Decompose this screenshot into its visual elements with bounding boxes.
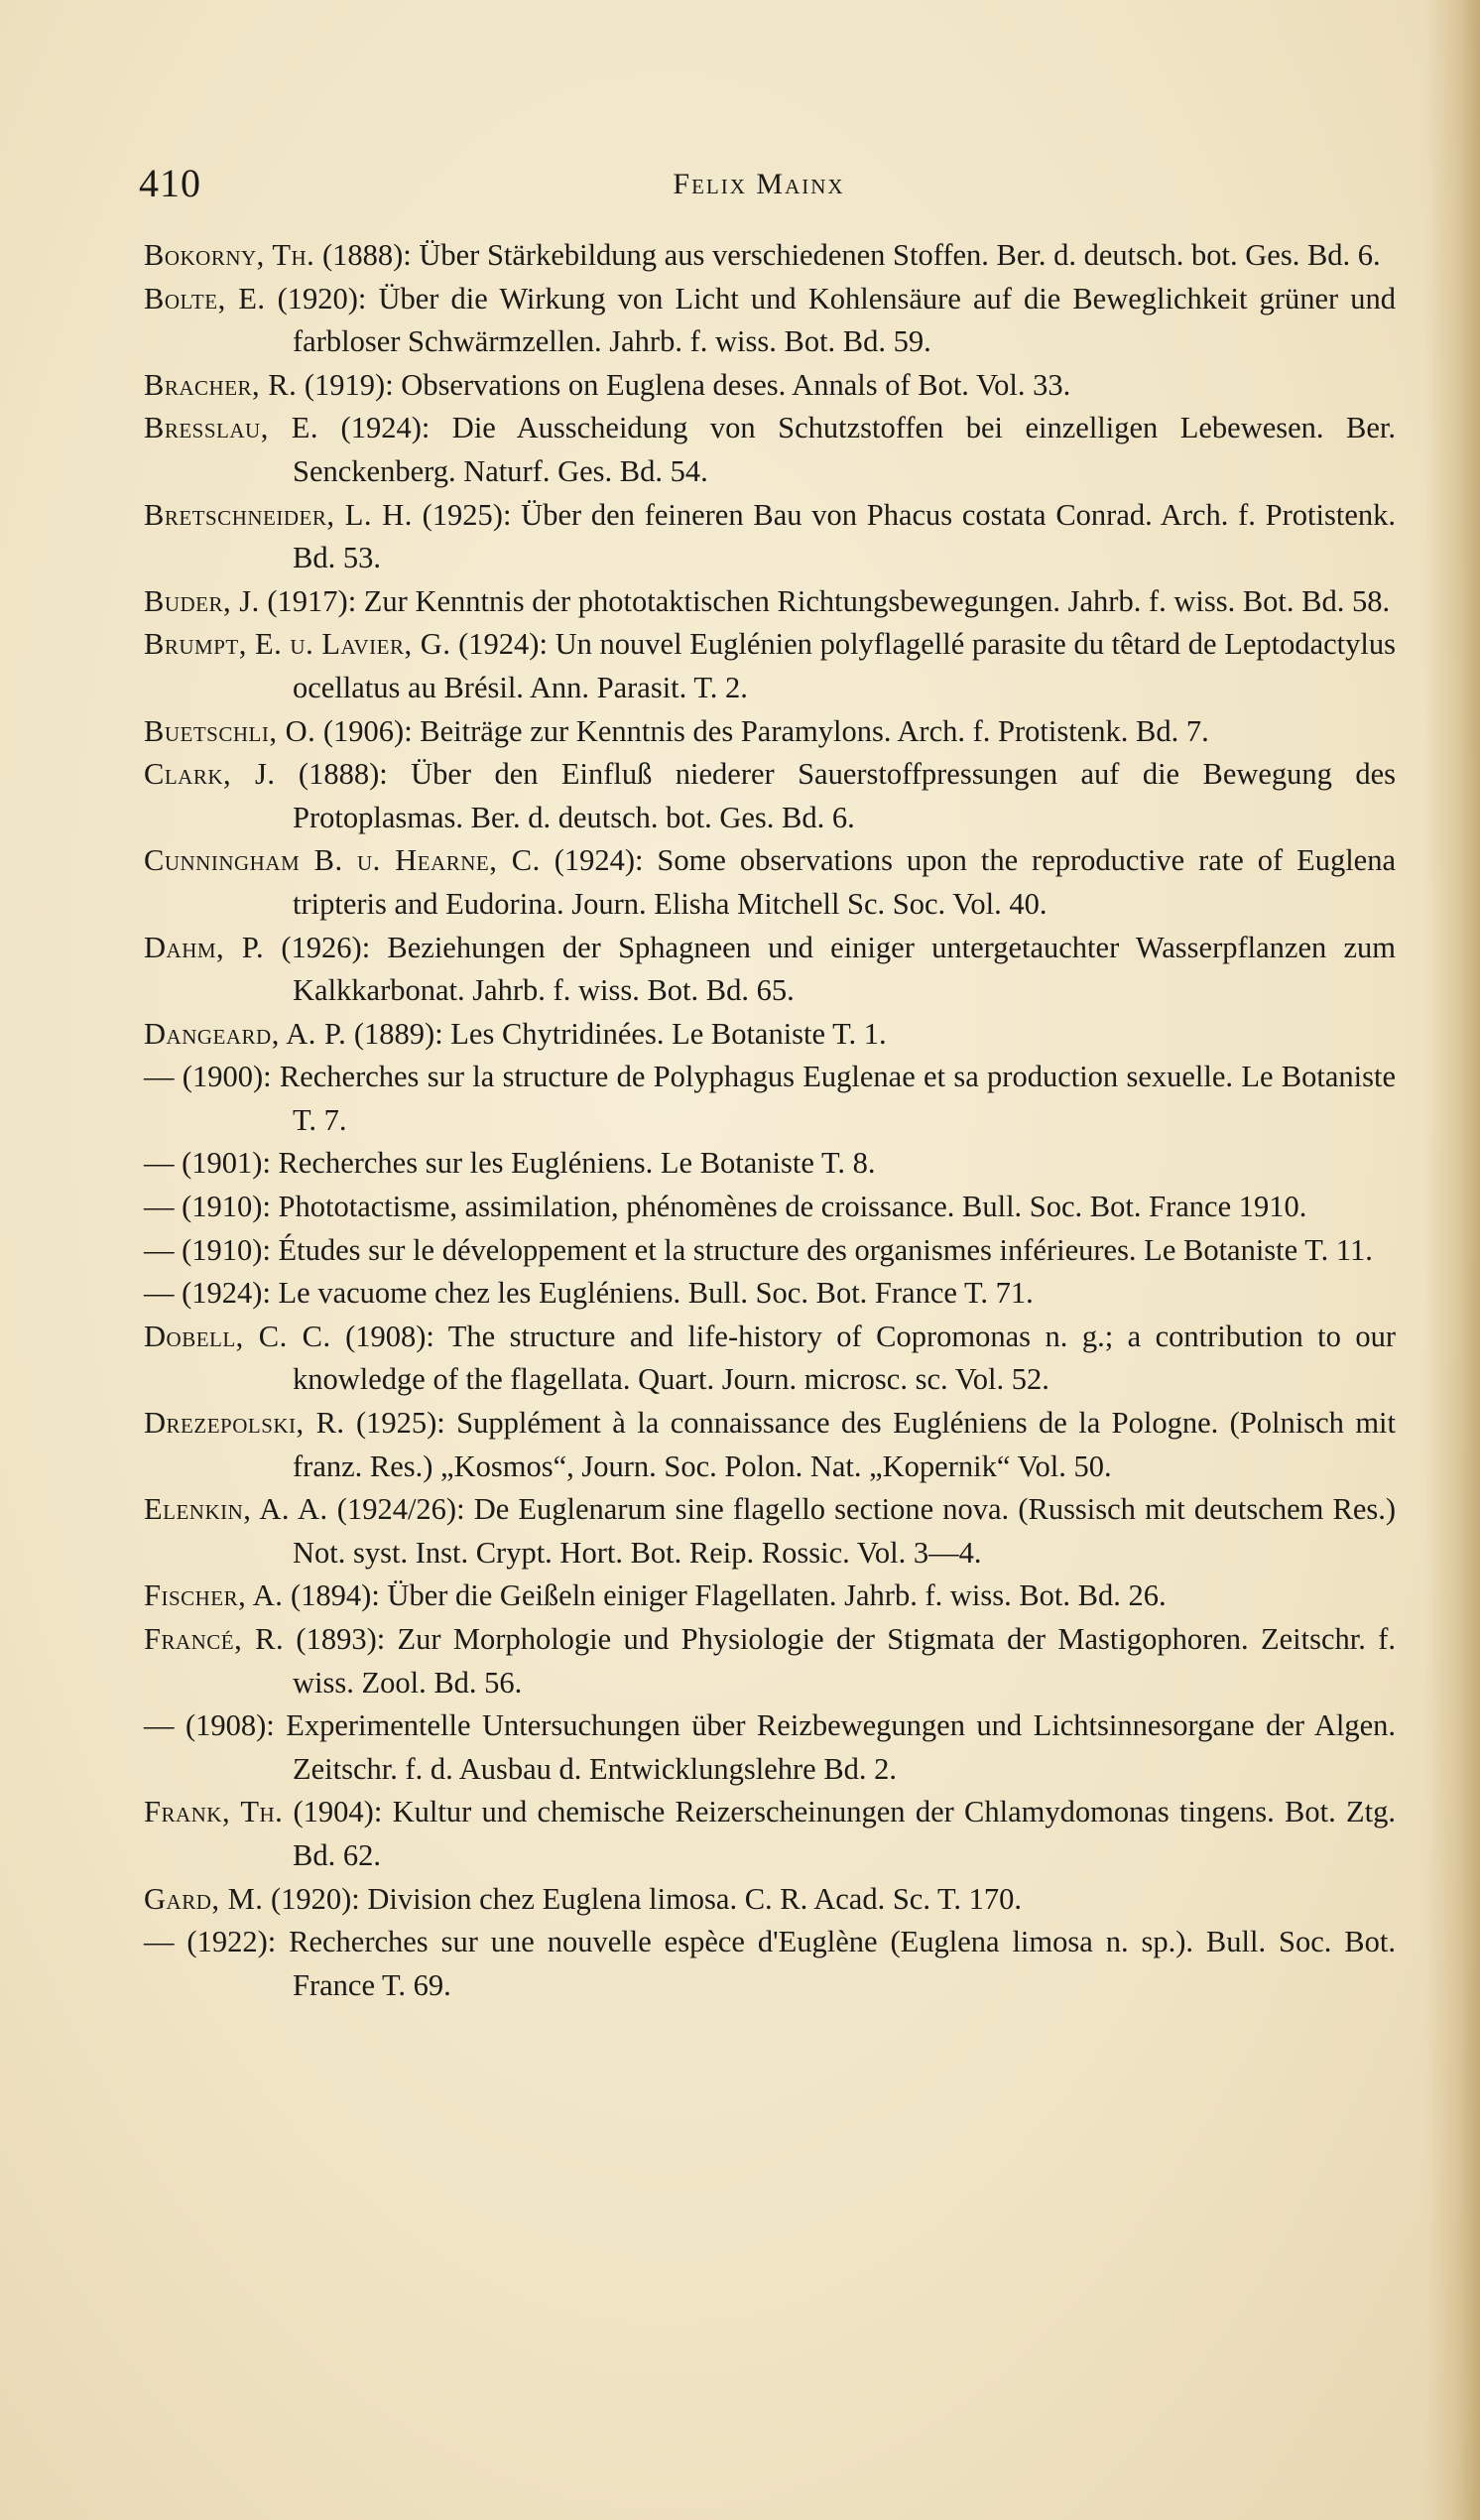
- reference-entry: [144, 753, 1396, 839]
- reference-entry: [144, 710, 1396, 754]
- reference-entry: [144, 1013, 1396, 1057]
- reference-author: Cunningham B. u. Hearne, C.: [144, 843, 541, 878]
- reference-text: (1906): Beiträge zur Kenntnis des Paramylons. Arch. f. Protistenk. Bd. 7.: [315, 713, 1209, 748]
- page-number: 410: [139, 161, 201, 205]
- reference-text: — (1908): Experimentelle Untersuchungen über Reizbewegungen und Lichtsinnesorgane der Algen. Zeitschr. f. d. Ausbau d. Entwicklungslehre Bd. 2.: [144, 1708, 1396, 1786]
- reference-author: Bracher, R.: [144, 367, 298, 402]
- reference-author: Buetschli, O.: [144, 713, 316, 748]
- reference-author: Bokorny, Th.: [144, 238, 315, 272]
- reference-author: Elenkin, A. A.: [144, 1492, 328, 1527]
- reference-entry: [144, 234, 1396, 278]
- reference-text: (1925): Supplément à la connaissance des Eugléniens de la Pologne. (Polnisch mit franz. Res.) „Kosmos“, Journ. Soc. Polon. Nat. „Kopernik“ Vol. 50.: [293, 1406, 1396, 1483]
- reference-text: — (1910): Études sur le développement et la structure des organismes inférieures. Le Botaniste T. 11.: [144, 1232, 1373, 1267]
- reference-text: (1920): Division chez Euglena limosa. C. R. Acad. Sc. T. 170.: [263, 1881, 1023, 1916]
- reference-author: Bretschneider, L. H.: [144, 497, 413, 532]
- reference-author: Dangeard, A. P.: [144, 1016, 347, 1051]
- reference-author: Drezepolski, R.: [144, 1406, 345, 1441]
- reference-entry: [144, 1056, 1396, 1142]
- reference-text: (1888): Über den Einfluß niederer Sauerstoffpressungen auf die Bewegung des Protoplasmas. Ber. d. deutsch. bot. Ges. Bd. 6.: [275, 757, 1396, 834]
- reference-text: (1919): Observations on Euglena deses. Annals of Bot. Vol. 33.: [297, 367, 1071, 402]
- reference-author: Gard, M.: [144, 1881, 264, 1916]
- reference-entry: [144, 1316, 1396, 1402]
- reference-author: Dahm, P.: [144, 930, 265, 964]
- reference-entry: [144, 407, 1396, 493]
- reference-entry: [144, 1575, 1396, 1618]
- reference-text: (1894): Über die Geißeln einiger Flagellaten. Jahrb. f. wiss. Bot. Bd. 26.: [283, 1578, 1167, 1613]
- reference-entry: [144, 494, 1396, 580]
- reference-text: — (1922): Recherches sur une nouvelle espèce d'Euglène (Euglena limosa n. sp.). Bull. Soc. Bot. France T. 69.: [144, 1925, 1396, 2002]
- reference-entry: [144, 1618, 1396, 1704]
- reference-entry: [144, 580, 1396, 624]
- reference-entry: [144, 1272, 1396, 1316]
- spine-shadow: [1425, 0, 1480, 2520]
- reference-text: (1926): Beziehungen der Sphagneen und einiger untergetauchter Wasserpflanzen zum Kalkkarbonat. Jahrb. f. wiss. Bot. Bd. 65.: [264, 930, 1396, 1008]
- reference-author: Francé, R.: [144, 1622, 285, 1656]
- reference-text: (1924): Un nouvel Euglénien polyflagellé parasite du têtard de Leptodactylus ocellatus au Brésil. Ann. Parasit. T. 2.: [293, 627, 1396, 704]
- reference-text: (1924/26): De Euglenarum sine flagello sectione nova. (Russisch mit deutschem Res.) Not. syst. Inst. Crypt. Hort. Bot. Reip. Rossic. Vol. 3—4.: [293, 1492, 1397, 1570]
- reference-text: (1924): Die Ausscheidung von Schutzstoffen bei einzelligen Lebewesen. Ber. Senckenberg. Naturf. Ges. Bd. 54.: [293, 411, 1397, 488]
- reference-entry: [144, 1229, 1396, 1273]
- reference-entry: [144, 1704, 1396, 1791]
- reference-entry: [144, 1142, 1396, 1186]
- reference-text: — (1900): Recherches sur la structure de Polyphagus Euglenae et sa production sexuelle. Le Botaniste T. 7.: [144, 1060, 1396, 1137]
- reference-author: Clark, J.: [144, 757, 276, 792]
- reference-entry: [144, 1488, 1396, 1575]
- reference-list: [144, 234, 1396, 2007]
- reference-author: Dobell, C. C.: [144, 1319, 331, 1353]
- reference-entry: [144, 364, 1396, 408]
- reference-text: (1924): Some observations upon the reproductive rate of Euglena tripteris and Eudorina. Journ. Elisha Mitchell Sc. Soc. Vol. 40.: [293, 843, 1396, 921]
- reference-author: Brumpt, E. u. Lavier, G.: [144, 627, 451, 662]
- reference-entry: [144, 1878, 1396, 1922]
- reference-text: (1888): Über Stärkebildung aus verschiedenen Stoffen. Ber. d. deutsch. bot. Ges. Bd. 6.: [314, 238, 1381, 272]
- reference-entry: [144, 1791, 1396, 1877]
- reference-text: (1925): Über den feineren Bau von Phacus costata Conrad. Arch. f. Protistenk. Bd. 53.: [293, 497, 1397, 575]
- reference-text: (1889): Les Chytridinées. Le Botaniste T. 1.: [346, 1016, 887, 1051]
- reference-text: (1893): Zur Morphologie und Physiologie der Stigmata der Mastigophoren. Zeitschr. f. wiss. Zool. Bd. 56.: [284, 1622, 1396, 1700]
- reference-entry: [144, 278, 1396, 364]
- reference-entry: [144, 1186, 1396, 1229]
- reference-entry: [144, 1921, 1396, 2007]
- reference-author: Buder, J.: [144, 583, 260, 618]
- reference-text: (1908): The structure and life-history of Copromonas n. g.; a contribution to our knowledge of the flagellata. Quart. Journ. microsc. sc. Vol. 52.: [293, 1319, 1396, 1397]
- page-header: [139, 159, 1379, 208]
- reference-author: Fischer, A.: [144, 1578, 284, 1613]
- reference-author: Frank, Th.: [144, 1795, 284, 1829]
- reference-text: (1920): Über die Wirkung von Licht und Kohlensäure auf die Beweglichkeit grüner und farbloser Schwärmzellen. Jahrb. f. wiss. Bot. Bd. 59.: [265, 281, 1396, 359]
- reference-entry: [144, 1402, 1396, 1488]
- reference-text: (1904): Kultur und chemische Reizerscheinungen der Chlamydomonas tingens. Bot. Ztg. Bd. 62.: [283, 1795, 1396, 1872]
- reference-entry: [144, 839, 1396, 926]
- reference-text: (1917): Zur Kenntnis der phototaktischen Richtungsbewegungen. Jahrb. f. wiss. Bot. Bd. 58.: [259, 583, 1391, 618]
- reference-text: — (1910): Phototactisme, assimilation, phénomènes de croissance. Bull. Soc. Bot. France 1910.: [144, 1190, 1307, 1224]
- reference-entry: [144, 927, 1396, 1013]
- reference-text: — (1901): Recherches sur les Eugléniens. Le Botaniste T. 8.: [144, 1146, 876, 1181]
- reference-entry: [144, 623, 1396, 709]
- reference-text: — (1924): Le vacuome chez les Eugléniens. Bull. Soc. Bot. France T. 71.: [144, 1276, 1034, 1311]
- reference-author: Bresslau, E.: [144, 411, 319, 445]
- running-head: Felix Mainx: [673, 168, 845, 200]
- reference-author: Bolte, E.: [144, 281, 266, 315]
